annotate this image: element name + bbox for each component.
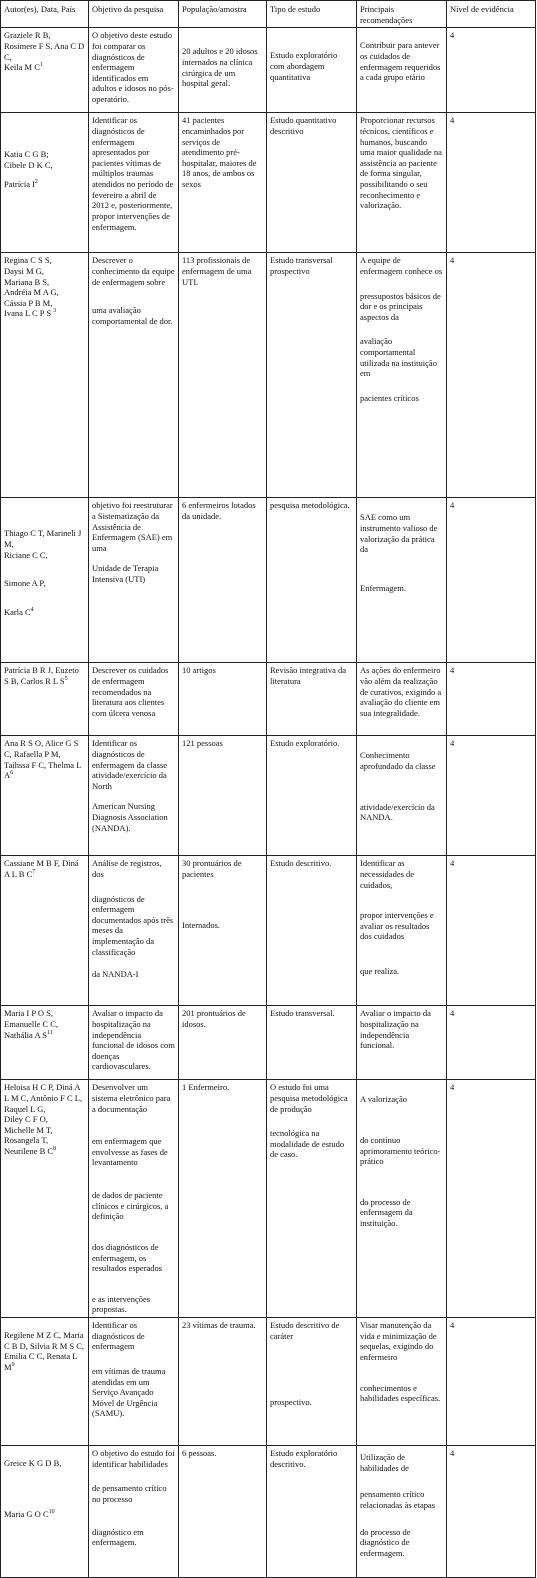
study-type-cell: pesquisa metodológica. (267, 498, 357, 663)
authors-cell: Regina C S S, Daysi M G, Mariana B S, Andréia M A G, Cássia P B M, Ivana L C P S $^3$ (1, 253, 89, 498)
reference-number: 8 (53, 1146, 57, 1153)
table-row (1, 663, 536, 736)
evidence-level-cell: 4 (447, 1318, 536, 1446)
study-type-cell: Estudo exploratório. (267, 736, 357, 856)
authors-cell: Heloisa H C P, Diná A L M C, Antônio F C L, Raquel L G, Diley C F O, Michelle M T, Rosangela T, Neurilene B $C^8$ (1, 1080, 89, 1318)
study-type-cell: Estudo descritivo. (267, 856, 357, 1006)
evidence-level-cell: 4 (447, 1006, 536, 1080)
authors-cell: Regilene M Z C, Maria C B D, Silvia R M S C, Emilia C C, Renata L $M^9$ (1, 1318, 89, 1446)
reference-number: 4 (30, 606, 34, 613)
study-type-cell: Revisão integrativa da literatura (267, 663, 357, 736)
objective-cell: Identificar os diagnósticos de enfermagem da classe atividade/exercício da North American Nursing Diagnosis Association (NANDA). (89, 736, 179, 856)
reference-number: 7 (32, 869, 36, 876)
study-type-cell: Estudo exploratório descritivo. (267, 1446, 357, 1578)
table-row (1, 253, 536, 498)
population-cell: 201 prontuários de idosos. (179, 1006, 267, 1080)
evidence-level-cell: 4 (447, 253, 536, 498)
table-row (1, 28, 536, 113)
objective-cell: Identificar os diagnósticos de enfermagem em vítimas de trauma atendidas em um Serviço Avançado Móvel de Urgência (SAMU). (89, 1318, 179, 1446)
recommendations-cell: Contribuir para antever os cuidados de enfermagem requeridos a cada grupo etário (357, 28, 447, 113)
recommendations-cell: As ações do enfermeiro vão além da realização de curativos, exigindo a avaliação do cliente em sua integralidade. (357, 663, 447, 736)
table-row (1, 498, 536, 663)
recommendations-cell: Conhecimento aprofundado da classe atividade/exercício da NANDA. (357, 736, 447, 856)
population-cell: 1 Enfermeiro. (179, 1080, 267, 1318)
study-type-cell: Estudo quantitativo descritivo (267, 113, 357, 253)
study-type-cell: Estudo exploratório com abordagem quantitativa (267, 28, 357, 113)
author-line: Keila M $C^1$ (4, 62, 43, 73)
authors-cell: Thiago C T, Marineli J M, Riciane C C, Simone A P, Karla $C^4$ (1, 498, 89, 663)
study-type-cell: Estudo descritivo de caráter prospectivo. (267, 1318, 357, 1446)
evidence-level-cell: 4 (447, 113, 536, 253)
table-row (1, 1446, 536, 1578)
objective-cell: O objetivo do estudo foi identificar habilidades de pensamento crítico no processo diagnóstico em enfermagem. (89, 1446, 179, 1578)
evidence-level-cell: 4 (447, 28, 536, 113)
author-line: Rosimere F S, Ana C D C, (4, 40, 85, 62)
recommendations-cell: Visar manutenção da vida e minimização de sequelas, exigindo do enfermeiro conhecimentos e habilidades específicas. (357, 1318, 447, 1446)
evidence-level-cell: 4 (447, 663, 536, 736)
population-cell: 20 adultos e 20 idosos internados na clínica cirúrgica de um hospital geral. (179, 28, 267, 113)
header-recommendations: Principais recomendações (357, 1, 447, 28)
reference-number: 5 (64, 676, 68, 683)
objective-cell: Análise de registros, dos diagnósticos de enfermagem documentados após três meses da implementação da classificação da NANDA-I (89, 856, 179, 1006)
study-type-cell: Estudo transversal prospectivo (267, 253, 357, 498)
authors-cell: Greice K G D B, Maria G O $C^{10}$ (1, 1446, 89, 1578)
table-row (1, 856, 536, 1006)
reference-number: 11 (46, 1029, 53, 1036)
recommendations-cell: A equipe de enfermagem conhece os pressupostos básicos de dor e os principais aspectos da avaliação comportamental utilizada na instituição em pacientes críticos (357, 253, 447, 498)
objective-cell: Desenvolver um sistema eletrônico para a documentação em enfermagem que envolvesse as fases de levantamento de dados de paciente clínicos e cirúrgicos, a definição dos diagnósticos de enfermagem, os resultados esperados e as intervenções propostas. (89, 1080, 179, 1318)
population-cell: 10 artigos (179, 663, 267, 736)
reference-number: 6 (10, 770, 14, 777)
evidence-level-cell: 4 (447, 1080, 536, 1318)
table-row (1, 1006, 536, 1080)
author-line: Graziele R B, (4, 30, 51, 41)
header-authors: Autor(es), Data, País (1, 1, 89, 28)
recommendations-cell: SAE como um instrumento valioso de valorização da prática da Enfermagem. (357, 498, 447, 663)
authors-cell: Cassiane M B F, Diná A L B $C^7$ (1, 856, 89, 1006)
authors-cell: Ana R S O, Alice G S C, Rafaella P M, Taihssa F C, Thelma L $A^6$ (1, 736, 89, 856)
reference-number: 9 (11, 1362, 15, 1369)
objective-cell: objetivo foi reestruturar a Sistematização da Assistência de Enfermagem (SAE) em uma Unidade de Terapia Intensiva (UTI) (89, 498, 179, 663)
authors-cell (1, 28, 89, 113)
objective-cell: O objetivo deste estudo foi comparar os diagnósticos de enfermagem identificados em adultos e idosos no pós-operatório. (89, 28, 179, 113)
reference-number: 3 (53, 308, 57, 315)
table-row (1, 113, 536, 253)
table-row (1, 1080, 536, 1318)
recommendations-cell: Avaliar o impacto da hospitalização na independência funcional. (357, 1006, 447, 1080)
study-type-cell: Estudo transversal. (267, 1006, 357, 1080)
population-cell: 41 pacientes encaminhados por serviços de atendimento pré-hospitalar, maiores de 18 anos, de ambos os sexos (179, 113, 267, 253)
reference-number: 10 (48, 1508, 55, 1515)
population-cell: 121 pessoas (179, 736, 267, 856)
population-cell: 30 prontuários de pacientes Internados. (179, 856, 267, 1006)
authors-cell: Patrícia B R J, Euzeto S B, Carlos R L $S^5$ (1, 663, 89, 736)
reference-number: 2 (34, 178, 38, 185)
objective-cell: Descrever os cuidados de enfermagem recomendados na literatura aos clientes com úlcera venosa (89, 663, 179, 736)
study-type-cell: O estudo foi uma pesquisa metodológica de produção tecnológica na modalidade de estudo de caso. (267, 1080, 357, 1318)
population-cell: 23 vítimas de trauma. (179, 1318, 267, 1446)
recommendations-cell: Identificar as necessidades de cuidados, propor intervenções e avaliar os resultados dos cuidados que realiza. (357, 856, 447, 1006)
evidence-level-cell: 4 (447, 856, 536, 1006)
recommendations-cell: A valorização do contínuo aprimoramento teórico-prático do processo de enfermagem da instituição. (357, 1080, 447, 1318)
evidence-level-cell: 4 (447, 1446, 536, 1578)
population-cell: 6 enfermeiros lotados da unidade. (179, 498, 267, 663)
header-study-type: Tipo de estudo (267, 1, 357, 28)
population-cell: 113 profissionais de enfermagem de uma UTI. (179, 253, 267, 498)
authors-cell: Katia C G B; Cibele D K C, Patrícia $I^2$ (1, 113, 89, 253)
objective-cell: Descrever o conhecimento da equipe de enfermagem sobre uma avaliação comportamental de dor. (89, 253, 179, 498)
header-population: População/amostra (179, 1, 267, 28)
recommendations-cell: Utilização de habilidades de pensamento crítico relacionadas às etapas do processo de diagnóstico de enfermagem. (357, 1446, 447, 1578)
objective-cell: Avaliar o impacto da hospitalização na independência funcional de idosos com doenças cardiovasculares. (89, 1006, 179, 1080)
reference-number: 1 (39, 62, 43, 69)
authors-cell: Maria I P O S, Emanuelle C C, Nathália A $S^{11}$ (1, 1006, 89, 1080)
header-row (1, 1, 536, 28)
evidence-level-cell: 4 (447, 736, 536, 856)
header-evidence-level: Nível de evidência (447, 1, 536, 28)
table-row (1, 736, 536, 856)
objective-cell: Identificar os diagnósticos de enfermagem apresentados por pacientes vítimas de múltiplos traumas atendidos no período de fevereiro a abril de 2012 e, posteriormente, propor intervenções de enfermagem. (89, 113, 179, 253)
population-cell: 6 pessoas. (179, 1446, 267, 1578)
evidence-level-cell: 4 (447, 498, 536, 663)
header-objective: Objetivo da pesquisa (89, 1, 179, 28)
recommendations-cell: Proporcionar recursos técnicos, científicos e humanos, buscando uma maior qualidade na assistência ao paciente de forma singular, possibilitando o seu reconhecimento e valorização. (357, 113, 447, 253)
table-row (1, 1318, 536, 1446)
